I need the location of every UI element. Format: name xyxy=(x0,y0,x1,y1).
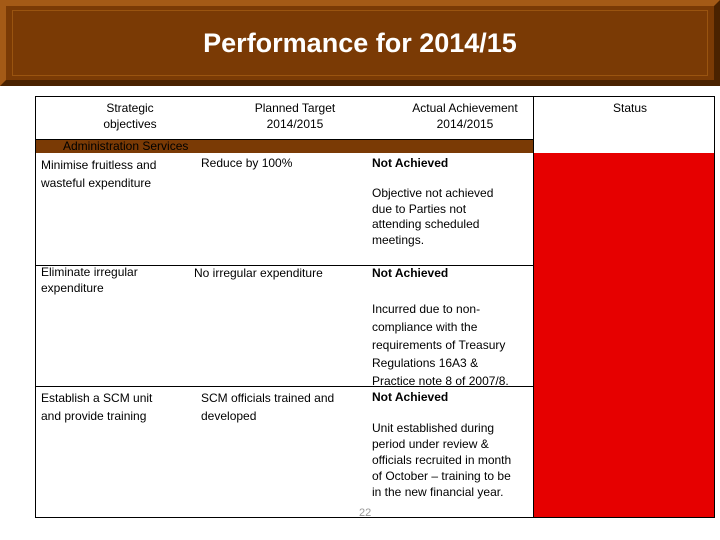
row1-objective: Minimise fruitless and wasteful expenditure xyxy=(41,158,157,190)
row1-actual-note: Objective not achieved due to Parties not attending scheduled meetings. xyxy=(372,186,494,247)
row2-actual-status: Not Achieved xyxy=(372,266,449,280)
table-top-border xyxy=(35,96,715,97)
table-left-border xyxy=(35,96,36,518)
page-number: 22 xyxy=(359,507,372,519)
row3-actual-status: Not Achieved xyxy=(372,390,449,404)
row3-actual-note: Unit established during period under review & officials recruited in month of October – training to be in the new financial year. xyxy=(372,421,512,499)
row1-planned: Reduce by 100% xyxy=(201,156,293,170)
section-label: Administration Services xyxy=(63,139,189,153)
table-bottom-border xyxy=(35,517,715,518)
slide-title: Performance for 2014/15 xyxy=(203,28,517,58)
header-planned-target: Planned Target 2014/2015 xyxy=(254,101,336,131)
header-strategic-objectives: Strategic objectives xyxy=(103,101,157,131)
table-right-border xyxy=(714,96,715,518)
row3-planned: SCM officials trained and developed xyxy=(201,391,335,423)
row2-planned: No irregular expenditure xyxy=(194,266,323,280)
row2-actual-note: Incurred due to non- compliance with the requirements of Treasury Regulations 16A3 & Practice note 8 of 2007/8. xyxy=(372,302,509,388)
row1-actual-status: Not Achieved xyxy=(372,156,449,170)
row2-objective: Eliminate irregular expenditure xyxy=(41,265,138,295)
header-status: Status xyxy=(612,101,648,115)
row3-objective: Establish a SCM unit and provide training xyxy=(41,391,153,423)
performance-table xyxy=(35,96,715,518)
title-banner xyxy=(0,0,720,86)
status-indicator-red xyxy=(534,153,714,517)
header-actual-achievement: Actual Achievement 2014/2015 xyxy=(412,101,518,131)
